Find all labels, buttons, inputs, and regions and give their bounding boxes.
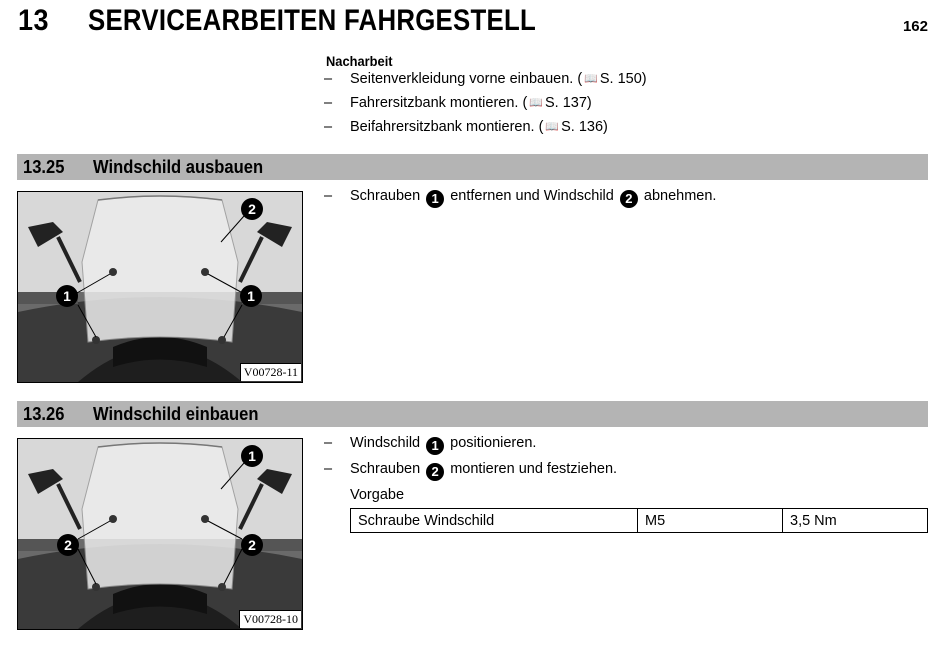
section-number: 13.26 xyxy=(23,404,65,424)
list-dash: – xyxy=(324,188,333,204)
figure-windschild-einbauen xyxy=(17,438,303,630)
callout-number: 1 xyxy=(247,288,255,304)
callout-badge: 1 xyxy=(426,437,444,455)
step-mount-screws xyxy=(324,461,617,481)
section-header-windschild-einbauen xyxy=(17,401,928,427)
step-remove-windshield xyxy=(324,188,716,208)
step-text: Schrauben xyxy=(350,188,421,204)
callout-number: 2 xyxy=(248,201,256,217)
step-position-windshield xyxy=(324,435,536,455)
page-number: 162 xyxy=(902,18,928,35)
step-text: abnehmen. xyxy=(643,188,717,204)
vorgabe-label: Vorgabe xyxy=(350,487,405,503)
step-text: montieren und festziehen. xyxy=(450,461,618,477)
table-row xyxy=(351,509,928,533)
page-reference[interactable]: S. 150) xyxy=(599,71,647,87)
list-dash: – xyxy=(324,461,333,477)
step-text: Beifahrersitzbank montieren. ( xyxy=(350,119,544,135)
spec-item: Schraube Windschild xyxy=(351,509,638,533)
callout-badge: 2 xyxy=(620,190,638,208)
section-header-windschild-ausbauen xyxy=(17,154,928,180)
nacharbeit-step xyxy=(324,71,647,87)
section-number: 13.25 xyxy=(23,157,65,177)
step-text: positionieren. xyxy=(450,435,537,451)
figure-label: V00728-10 xyxy=(239,610,301,628)
page-reference[interactable]: S. 136) xyxy=(561,119,608,135)
step-text: Windschild xyxy=(350,435,421,451)
step-text: entfernen und Windschild xyxy=(450,188,614,204)
section-title: Windschild einbauen xyxy=(93,404,259,424)
open-book-icon: 📖 xyxy=(545,121,560,133)
open-book-icon: 📖 xyxy=(584,73,598,85)
callout-number: 2 xyxy=(64,537,72,553)
spec-torque: 3,5 Nm xyxy=(783,509,928,533)
list-dash: – xyxy=(324,435,333,451)
section-title: Windschild ausbauen xyxy=(93,157,264,177)
motorcycle-windshield-illustration xyxy=(18,439,302,629)
nacharbeit-heading: Nacharbeit xyxy=(326,53,393,69)
chapter-title: SERVICEARBEITEN FAHRGESTELL xyxy=(88,4,537,37)
callout-badge: 2 xyxy=(426,463,444,481)
callout-badge: 1 xyxy=(426,190,444,208)
callout-number: 2 xyxy=(248,537,256,553)
step-text: Schrauben xyxy=(350,461,421,477)
figure-label: V00728-11 xyxy=(240,363,301,381)
list-dash: – xyxy=(324,95,333,111)
list-dash: – xyxy=(324,71,333,87)
step-text: Seitenverkleidung vorne einbauen. ( xyxy=(350,71,583,87)
step-text: Fahrersitzbank montieren. ( xyxy=(350,95,528,111)
motorcycle-windshield-illustration xyxy=(18,192,302,382)
chapter-number: 13 xyxy=(18,4,49,37)
nacharbeit-step xyxy=(324,95,592,111)
page-reference[interactable]: S. 137) xyxy=(545,95,592,111)
torque-spec-table xyxy=(350,508,928,533)
nacharbeit-step xyxy=(324,119,608,135)
open-book-icon: 📖 xyxy=(529,97,543,109)
callout-number: 1 xyxy=(63,288,71,304)
spec-size: M5 xyxy=(638,509,783,533)
callout-number: 1 xyxy=(248,448,256,464)
figure-windschild-ausbauen xyxy=(17,191,303,383)
list-dash: – xyxy=(324,119,333,135)
